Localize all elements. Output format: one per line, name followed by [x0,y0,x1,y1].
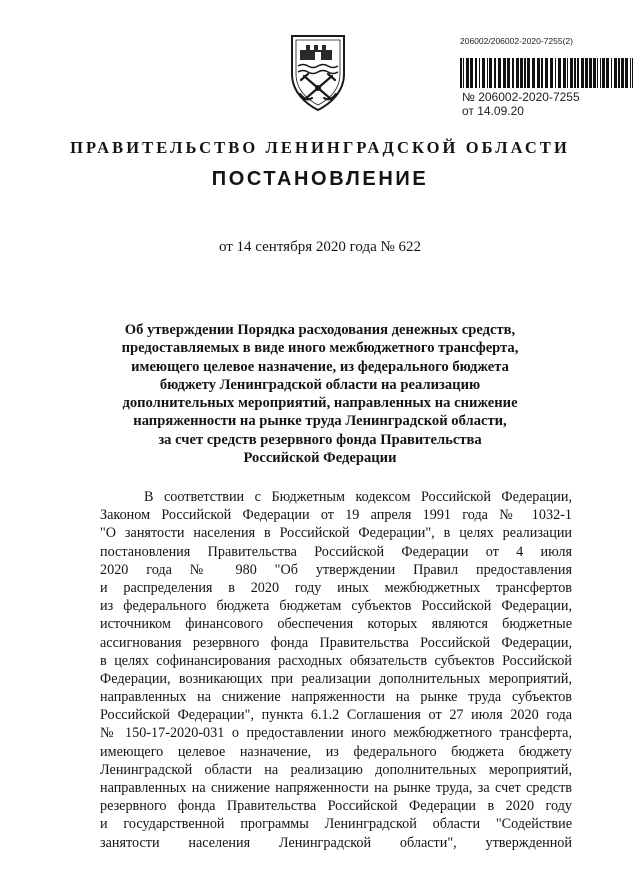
body-line: имеющего целевое назначение, из федерального бюджета бюджету [100,743,572,760]
title-line: Российской Федерации [243,450,397,467]
body-line: Ленинградской области на реализацию дополнительных мероприятий, [100,761,572,778]
document-body [100,488,572,852]
title-line: за счет средств резервного фонда Правительства [158,431,482,448]
title-line: бюджету Ленинградской области на реализацию [159,376,481,393]
title-line: напряженности на рынке труда Ленинградской области, [133,413,507,430]
body-line: резервного фонда Правительства Российской Федерации в 2020 году [100,798,572,815]
body-line: источником финансового обеспечения которых являются бюджетные [100,616,572,633]
body-line: занятости населения Ленинградской области", утвержденной [100,834,572,851]
body-line: направленных на снижение напряженности на рынке труда субъектов [100,689,572,706]
document-date-line: от 14 сентября 2020 года № 622 [218,239,422,255]
registration-number: № 206002-2020-7255 [462,90,580,104]
body-line: Федерации, возникающих при реализации дополнительных мероприятий, [100,670,572,687]
document-type: ПОСТАНОВЛЕНИЕ [211,168,429,190]
body-line: в целях софинансирования расходных обязательств субъектов Российской [100,652,572,669]
body-line: из федерального бюджета бюджетам субъектов Российской Федерации, [100,598,572,615]
barcode-icon [460,58,634,88]
document-title [60,321,580,467]
body-line: постановления Правительства Российской Федерации от 4 июля [100,543,572,560]
organization-name: ПРАВИТЕЛЬСТВО ЛЕНИНГРАДСКОЙ ОБЛАСТИ [70,138,570,157]
body-line: Законом Российской Федерации от 19 апреля 1991 года № 1032-1 [100,507,572,524]
body-line: В соответствии с Бюджетным кодексом Российской Федерации, [144,489,572,505]
title-line: предоставляемых в виде иного межбюджетного трансферта, [121,340,519,357]
body-line: направленных на снижение напряженности на рынке труда, за счет средств [100,780,572,796]
body-line: "О занятости населения в Российской Федерации", в целях реализации [100,525,572,542]
title-line: дополнительных мероприятий, направленных на снижение [122,395,518,412]
body-line: № 150-17-2020-031 о предоставлении иного межбюджетного трансферта, [100,725,572,742]
leningrad-oblast-coat-of-arms-icon [286,30,350,112]
body-line: 2020 года № 980 "Об утверждении Правил предоставления [100,561,572,578]
registration-code: 206002/206002-2020-7255(2) [460,36,573,46]
body-line: ассигнования резервного фонда Правительства Российской Федерации, [100,634,572,651]
body-line: и государственной программы Ленинградской области "Содействие [100,816,572,833]
body-line: Российской Федерации", пункта 6.1.2 Соглашения от 27 июля 2020 года [100,707,572,724]
title-line: Об утверждении Порядка расходования денежных средств, [124,322,516,338]
registration-date: от 14.09.20 [462,104,524,118]
title-line: имеющего целевое назначение, из федерального бюджета [131,358,509,375]
body-line: и распределения в 2020 году иных межбюджетных трансфертов [100,579,572,596]
